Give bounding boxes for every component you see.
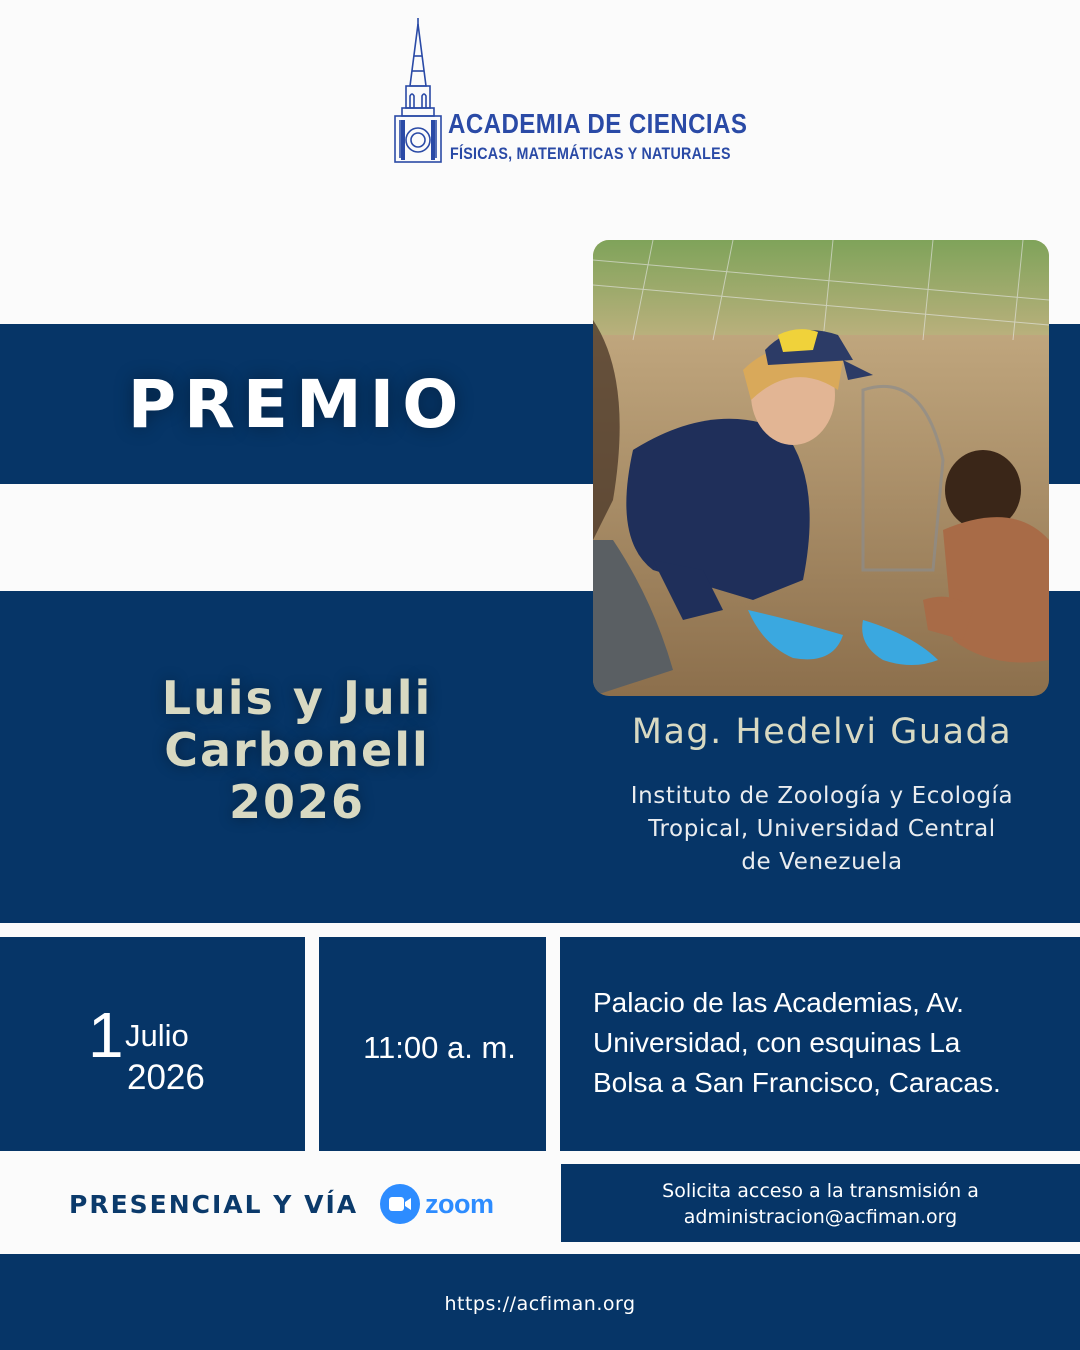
award-name <box>0 672 594 828</box>
zoom-wordmark: zoom <box>425 1188 494 1219</box>
affiliation-line: Instituto de Zoología y Ecología <box>630 783 1014 809</box>
award-name-line: Luis y Juli <box>161 671 433 725</box>
event-time: 11:00 a. m. <box>363 1030 516 1065</box>
website-link[interactable]: https://acfiman.org <box>444 1293 636 1315</box>
event-month: Julio <box>125 1018 189 1053</box>
page-title: PREMIO <box>127 365 467 443</box>
venue-line: Palacio de las Academias, Av. <box>593 987 964 1018</box>
zoom-logo <box>380 1184 494 1224</box>
affiliation-line: Tropical, Universidad Central <box>648 816 996 842</box>
award-name-line: Carbonell <box>164 723 430 777</box>
cathedral-tower-icon <box>392 16 444 166</box>
logo-title: ACADEMIA DE CIENCIAS <box>448 108 748 139</box>
access-instruction: Solicita acceso a la transmisión a <box>662 1180 979 1202</box>
affiliation-line: de Venezuela <box>741 849 903 875</box>
event-venue <box>593 983 1073 1103</box>
award-year: 2026 <box>228 775 366 829</box>
access-info <box>561 1178 1080 1230</box>
honoree-affiliation <box>594 780 1050 879</box>
event-day: 1 <box>88 999 124 1071</box>
logo-subtitle: FÍSICAS, MATEMÁTICAS Y NATURALES <box>450 144 731 163</box>
access-email[interactable]: administracion@acfiman.org <box>683 1206 958 1228</box>
academy-logo <box>392 16 748 166</box>
honoree-name: Mag. Hedelvi Guada <box>631 712 1013 752</box>
venue-line: Bolsa a San Francisco, Caracas. <box>593 1067 1001 1098</box>
honoree-photo <box>593 240 1049 696</box>
venue-line: Universidad, con esquinas La <box>593 1027 961 1058</box>
zoom-camera-icon <box>380 1184 420 1224</box>
event-year: 2026 <box>127 1058 205 1097</box>
modality-label: PRESENCIAL Y VÍA <box>69 1190 359 1219</box>
